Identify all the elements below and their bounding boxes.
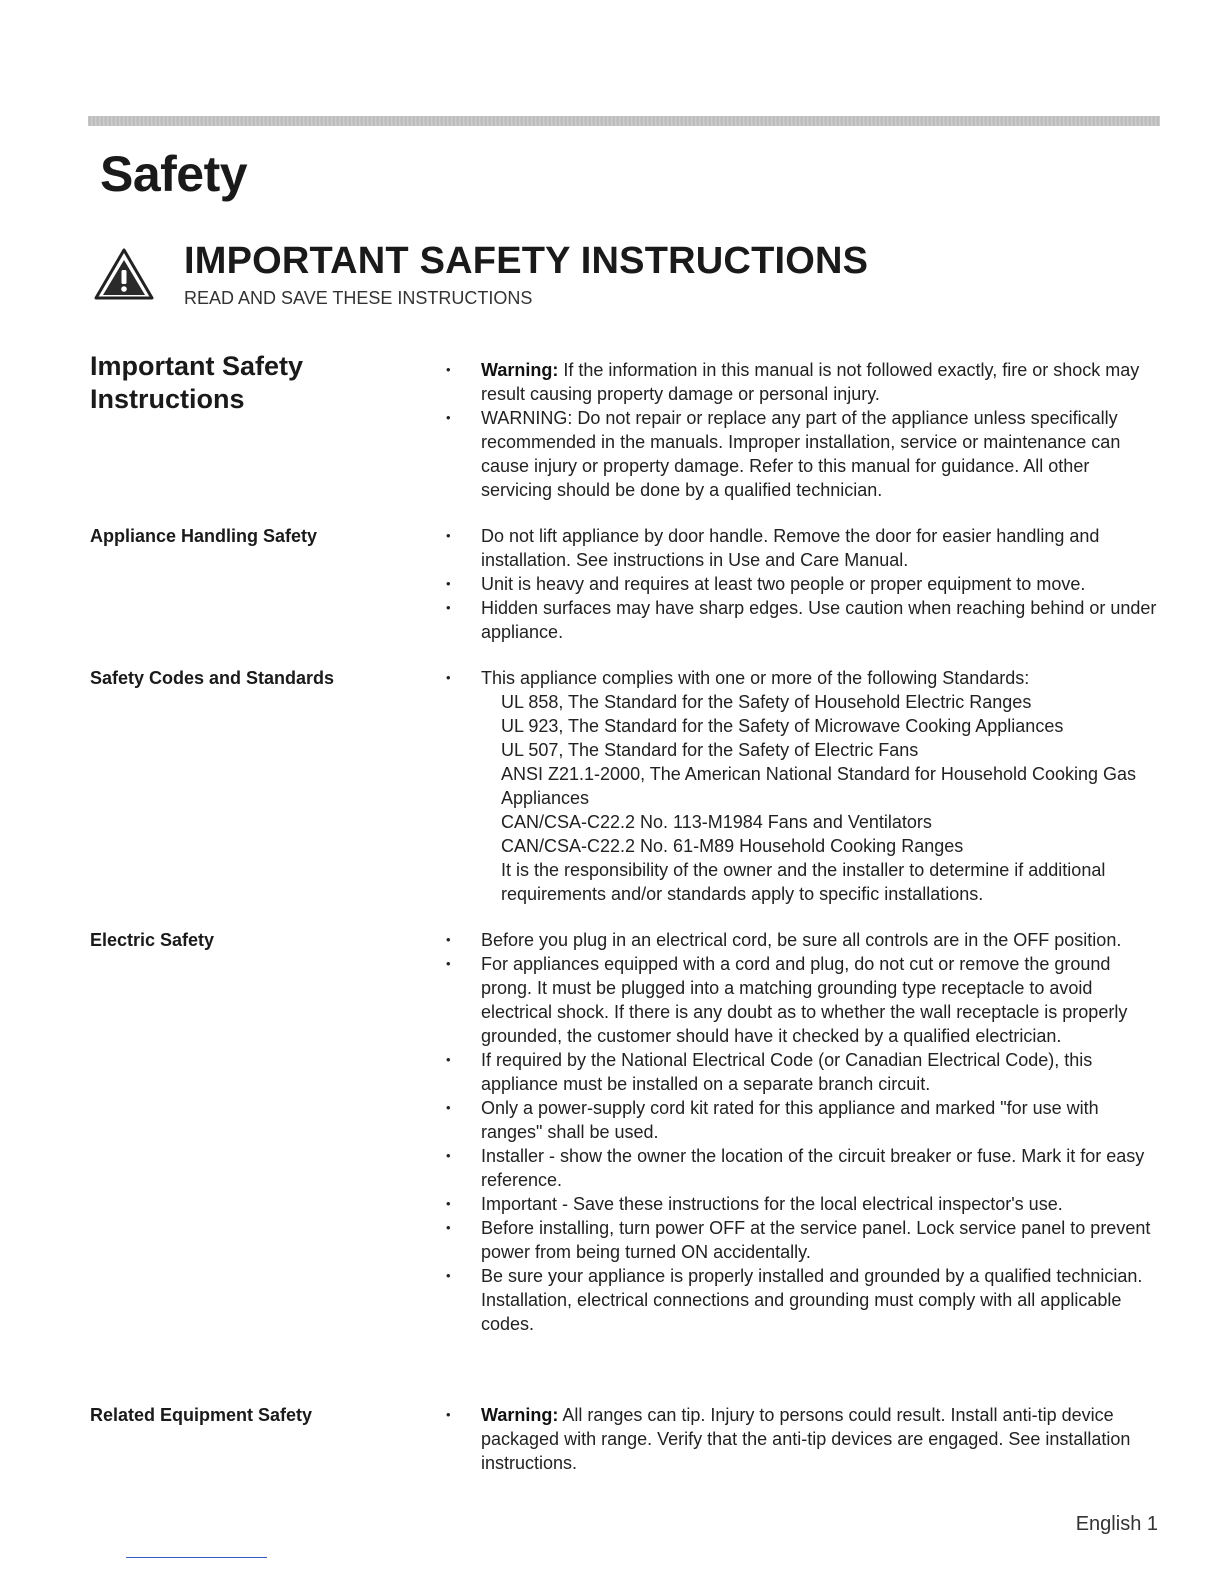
section-title: Electric Safety — [90, 930, 215, 950]
standard-line: UL 923, The Standard for the Safety of Microwave Cooking Appliances — [501, 716, 1064, 736]
section-title: Appliance Handling Safety — [90, 526, 318, 546]
page-title: Safety — [100, 146, 248, 202]
section-title: Important Safety Instructions — [90, 351, 304, 414]
warning-lead: Warning: — [481, 360, 559, 380]
standard-line: ANSI Z21.1-2000, The American National Standard for Household Cooking Gas Appliances — [501, 764, 1137, 808]
list-item: • Important - Save these instructions for the local electrical inspector's use. — [442, 1192, 1160, 1216]
standard-line: CAN/CSA-C22.2 No. 61-M89 Household Cooking Ranges — [501, 836, 964, 856]
bullet-list — [442, 524, 1160, 644]
read-save-subheading: READ AND SAVE THESE INSTRUCTIONS — [184, 288, 533, 308]
list-item — [442, 358, 1160, 406]
standards-list — [481, 690, 1160, 906]
list-item: • Before you plug in an electrical cord, be sure all controls are in the OFF position. — [442, 928, 1160, 952]
list-item: • Do not lift appliance by door handle. Remove the door for easier handling and installation. See instructions in Use and Care Manual. — [442, 524, 1160, 572]
list-item — [442, 406, 1160, 502]
item-text: WARNING: Do not repair or replace any part of the appliance unless specifically recommended in the manuals. Improper installation, service or maintenance can cause injury or property damage. Refer to this manual for guidance. All other servicing should be done by a qualified technician. — [481, 408, 1121, 500]
item-text: All ranges can tip. Injury to persons could result. Install anti-tip device packaged with range. Verify that the anti-tip devices are engaged. See installation instructions. — [481, 1405, 1131, 1473]
section-title: Safety Codes and Standards — [90, 668, 335, 688]
list-item: • Hidden surfaces may have sharp edges. Use caution when reaching behind or under appliance. — [442, 596, 1160, 644]
list-item: • For appliances equipped with a cord and plug, do not cut or remove the ground prong. It must be plugged into a matching grounding type receptacle to avoid electrical shock. If there is any doubt as to whether the wall receptacle is properly grounded, the customer should have it checked by a qualified electrician. — [442, 952, 1160, 1048]
list-item — [442, 1403, 1160, 1475]
warning-triangle-icon — [92, 246, 156, 302]
standards-intro: • This appliance complies with one or more of the following Standards: — [481, 668, 1030, 688]
list-item: • Be sure your appliance is properly installed and grounded by a qualified technician. Installation, electrical connections and grounding must comply with all applicable codes. — [442, 1264, 1160, 1336]
list-item — [442, 666, 1160, 906]
list-item: • Before installing, turn power OFF at the service panel. Lock service panel to prevent power from being turned ON accidentally. — [442, 1216, 1160, 1264]
bullet-list — [442, 928, 1160, 1336]
standard-line: CAN/CSA-C22.2 No. 113-M1984 Fans and Ventilators — [501, 812, 932, 832]
standard-line: UL 858, The Standard for the Safety of Household Electric Ranges — [501, 692, 1032, 712]
list-item: • Installer - show the owner the location of the circuit breaker or fuse. Mark it for easy reference. — [442, 1144, 1160, 1192]
warning-lead: Warning: — [481, 1405, 559, 1425]
standard-line: UL 507, The Standard for the Safety of Electric Fans — [501, 740, 919, 760]
bullet-list — [442, 666, 1160, 906]
list-item: • Unit is heavy and requires at least two people or proper equipment to move. — [442, 572, 1160, 596]
standard-line: It is the responsibility of the owner and the installer to determine if additional requirements and/or standards apply to specific installations. — [501, 860, 1106, 904]
item-text: If the information in this manual is not followed exactly, fire or shock may result causing property damage or personal injury. — [481, 360, 1140, 404]
page-number-label: English 1 — [1075, 1513, 1158, 1535]
bullet-list — [442, 1403, 1160, 1475]
top-divider — [88, 116, 1160, 126]
important-safety-heading: IMPORTANT SAFETY INSTRUCTIONS — [184, 240, 869, 282]
list-item: • If required by the National Electrical Code (or Canadian Electrical Code), this appliance must be installed on a separate branch circuit. — [442, 1048, 1160, 1096]
bottom-divider — [126, 1557, 267, 1558]
section-title: Related Equipment Safety — [90, 1405, 313, 1425]
bullet-list — [442, 358, 1160, 502]
list-item: • Only a power-supply cord kit rated for this appliance and marked "for use with ranges" shall be used. — [442, 1096, 1160, 1144]
